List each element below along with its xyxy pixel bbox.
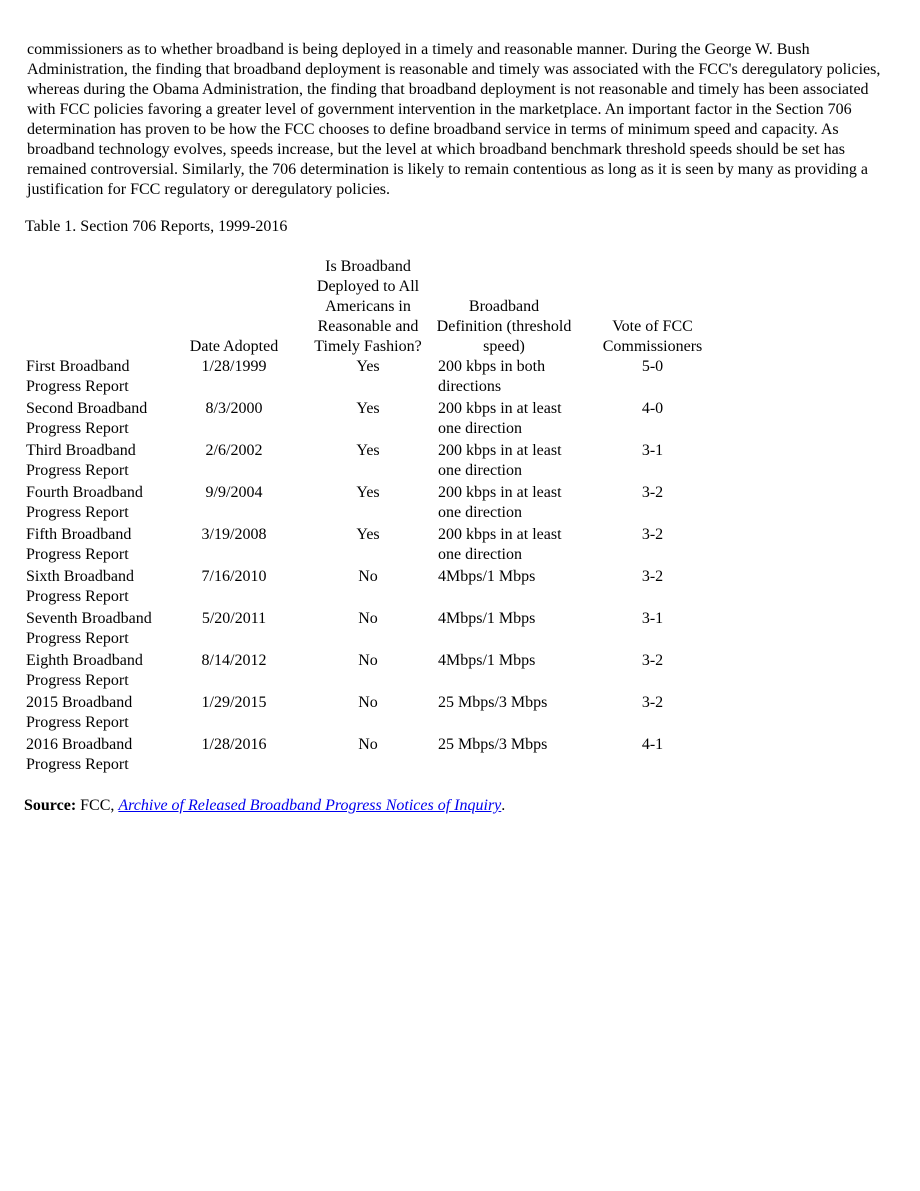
header-date-adopted: Date Adopted xyxy=(189,338,279,355)
cell-deployed: No xyxy=(358,610,378,627)
cell-vote: 4-0 xyxy=(641,400,664,417)
source-suffix: . xyxy=(501,797,506,814)
cell-deployed: No xyxy=(358,736,378,753)
cell-definition: 200 kbps in at least one direction xyxy=(438,484,562,521)
cell-vote: 4-1 xyxy=(641,736,664,753)
table-row xyxy=(24,651,730,693)
cell-report-name: Seventh Broadband Progress Report xyxy=(26,610,152,647)
header-deployed: Is Broadband Deployed to All Americans in Reasonable and Timely Fashion? xyxy=(314,258,422,355)
cell-report-name: 2016 Broadband Progress Report xyxy=(26,736,133,773)
cell-report-name: Fourth Broadband Progress Report xyxy=(26,484,143,521)
table-row xyxy=(24,567,730,609)
cell-definition: 200 kbps in at least one direction xyxy=(438,442,562,479)
cell-deployed: Yes xyxy=(356,526,380,543)
cell-date-adopted: 3/19/2008 xyxy=(201,526,267,543)
cell-report-name: Sixth Broadband Progress Report xyxy=(26,568,134,605)
table-row xyxy=(24,441,730,483)
cell-date-adopted: 7/16/2010 xyxy=(201,568,267,585)
cell-deployed: No xyxy=(358,568,378,585)
cell-definition: 200 kbps in at least one direction xyxy=(438,526,562,563)
source-link[interactable]: Archive of Released Broadband Progress Notices of Inquiry xyxy=(118,797,502,814)
cell-report-name: Third Broadband Progress Report xyxy=(26,442,136,479)
cell-date-adopted: 1/28/1999 xyxy=(201,358,267,375)
section-706-table xyxy=(24,257,730,777)
cell-report-name: Eighth Broadband Progress Report xyxy=(26,652,143,689)
cell-definition: 25 Mbps/3 Mbps xyxy=(438,736,548,753)
cell-vote: 3-1 xyxy=(641,442,664,459)
cell-vote: 5-0 xyxy=(641,358,664,375)
table-header-row xyxy=(24,257,730,357)
cell-vote: 3-2 xyxy=(641,694,664,711)
table-row xyxy=(24,609,730,651)
cell-definition: 200 kbps in both directions xyxy=(438,358,546,395)
header-definition: Broadband Definition (threshold speed) xyxy=(436,298,572,355)
cell-vote: 3-1 xyxy=(641,610,664,627)
table-row xyxy=(24,693,730,735)
cell-vote: 3-2 xyxy=(641,526,664,543)
cell-report-name: Fifth Broadband Progress Report xyxy=(26,526,132,563)
cell-date-adopted: 8/14/2012 xyxy=(201,652,267,669)
cell-date-adopted: 2/6/2002 xyxy=(205,442,263,459)
cell-date-adopted: 8/3/2000 xyxy=(205,400,263,417)
cell-date-adopted: 1/29/2015 xyxy=(201,694,267,711)
header-report xyxy=(24,257,165,357)
cell-deployed: Yes xyxy=(356,484,380,501)
intro-paragraph: commissioners as to whether broadband is being deployed in a timely and reasonable manner. During the George W. Bush Administration, the finding that broadband deployment is reasonable and timely was associated with the FCC's deregulatory policies, whereas during the Obama Administration, the finding that broadband deployment is not reasonable and timely has been associated with FCC policies favoring a greater level of government intervention in the marketplace. An important factor in the Section 706 determination has proven to be how the FCC chooses to define broadband service in terms of minimum speed and capacity. As broadband technology evolves, speeds increase, but the level at which broadband benchmark threshold speeds should be set has remained controversial. Similarly, the 706 determination is likely to remain contentious as long as it is seen by many as providing a justification for FCC regulatory or deregulatory policies. xyxy=(27,41,881,198)
cell-date-adopted: 1/28/2016 xyxy=(201,736,267,753)
cell-definition: 4Mbps/1 Mbps xyxy=(438,610,536,627)
source-prefix: FCC, xyxy=(80,797,115,814)
source-note xyxy=(24,796,897,816)
table-row xyxy=(24,357,730,399)
cell-definition: 4Mbps/1 Mbps xyxy=(438,652,536,669)
cell-deployed: Yes xyxy=(356,400,380,417)
table-row xyxy=(24,525,730,567)
header-vote: Vote of FCC Commissioners xyxy=(602,318,703,355)
cell-vote: 3-2 xyxy=(641,484,664,501)
cell-deployed: No xyxy=(358,694,378,711)
cell-deployed: No xyxy=(358,652,378,669)
cell-deployed: Yes xyxy=(356,442,380,459)
cell-definition: 25 Mbps/3 Mbps xyxy=(438,694,548,711)
table-row xyxy=(24,399,730,441)
source-label: Source: xyxy=(24,797,77,814)
document-page xyxy=(24,40,897,816)
cell-vote: 3-2 xyxy=(641,652,664,669)
table-row xyxy=(24,483,730,525)
table-body xyxy=(24,357,730,777)
cell-date-adopted: 9/9/2004 xyxy=(205,484,263,501)
cell-vote: 3-2 xyxy=(641,568,664,585)
cell-definition: 200 kbps in at least one direction xyxy=(438,400,562,437)
cell-definition: 4Mbps/1 Mbps xyxy=(438,568,536,585)
table-caption: Table 1. Section 706 Reports, 1999-2016 xyxy=(25,218,288,235)
cell-report-name: Second Broadband Progress Report xyxy=(26,400,148,437)
cell-date-adopted: 5/20/2011 xyxy=(201,610,267,627)
cell-report-name: First Broadband Progress Report xyxy=(26,358,130,395)
table-row xyxy=(24,735,730,777)
cell-deployed: Yes xyxy=(356,358,380,375)
cell-report-name: 2015 Broadband Progress Report xyxy=(26,694,133,731)
